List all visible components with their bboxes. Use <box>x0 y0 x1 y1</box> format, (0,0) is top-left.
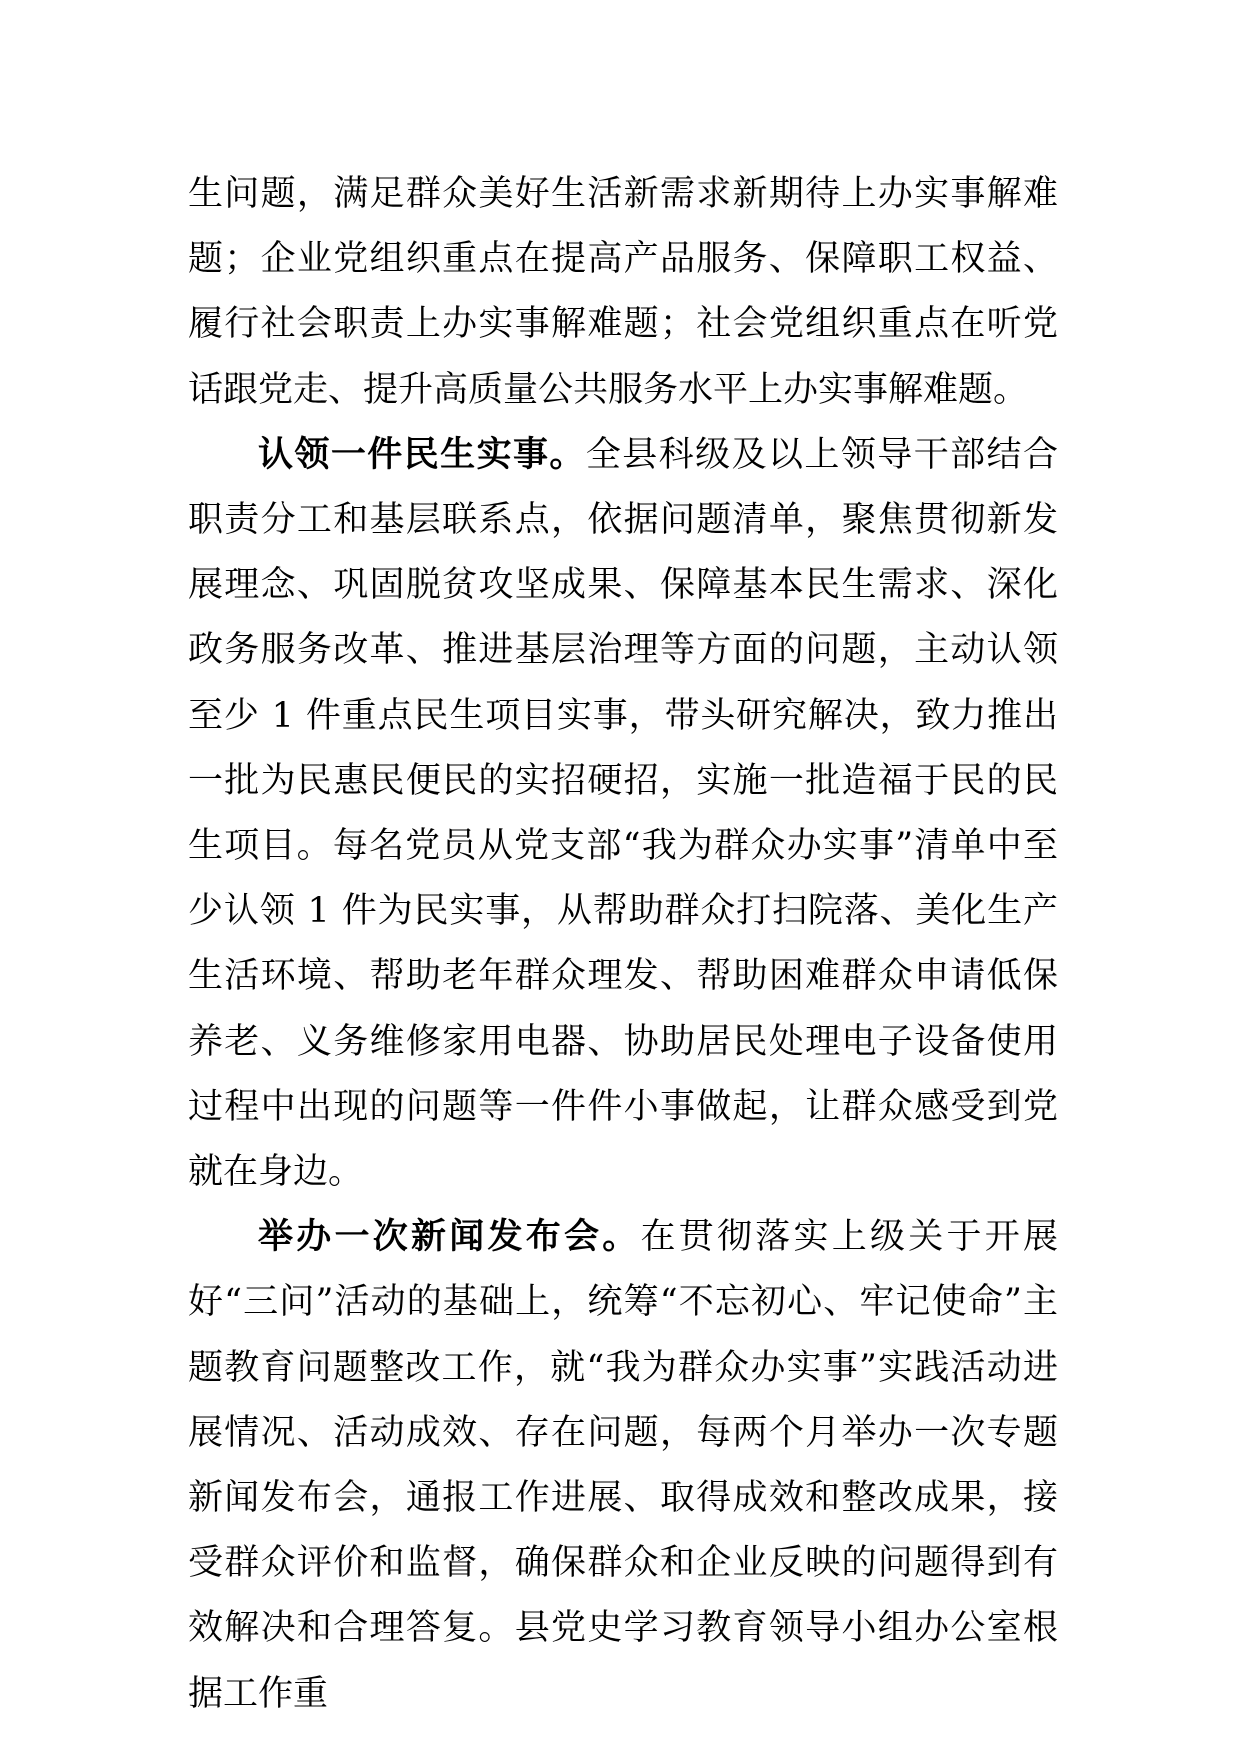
paragraph-3-heading: 举办一次新闻发布会。 <box>258 1217 641 1258</box>
paragraph-2 <box>188 423 1058 1205</box>
paragraph-3-text: 在贯彻落实上级关于开展好“三问”活动的基础上，统筹“不忘初心、牢记使命”主题教育问题整改工作，就“我为群众办实事”实践活动进展情况、活动成效、存在问题，每两个月举办一次专题新闻发布会，通报工作进展、取得成效和整改成果，接受群众评价和监督，确保群众和企业反映的问题得到有效解决和合理答复。县党史学习教育领导小组办公室根据工作重 <box>188 1217 1058 1714</box>
paragraph-3 <box>188 1205 1058 1727</box>
paragraph-1 <box>188 162 1058 423</box>
paragraph-2-text: 全县科级及以上领导干部结合职责分工和基层联系点，依据问题清单，聚焦贯彻新发展理念、巩固脱贫攻坚成果、保障基本民生需求、深化政务服务改革、推进基层治理等方面的问题，主动认领至少 1 件重点民生项目实事，带头研究解决，致力推出一批为民惠民便民的实招硬招，实施一批造福于民的民生项目。每名党员从党支部“我为群众办实事”清单中至少认领 1 件为民实事，从帮助群众打扫院落、美化生产生活环境、帮助老年群众理发、帮助困难群众申请低保养老、义务维修家用电器、协助居民处理电子设备使用过程中出现的问题等一件件小事做起，让群众感受到党就在身边。 <box>188 434 1058 1193</box>
paragraph-1-text: 生问题，满足群众美好生活新需求新期待上办实事解难题；企业党组织重点在提高产品服务、保障职工权益、履行社会职责上办实事解难题；社会党组织重点在听党话跟党走、提升高质量公共服务水平上办实事解难题。 <box>188 174 1058 410</box>
paragraph-2-heading: 认领一件民生实事。 <box>258 434 586 475</box>
document-body <box>188 162 1058 1727</box>
